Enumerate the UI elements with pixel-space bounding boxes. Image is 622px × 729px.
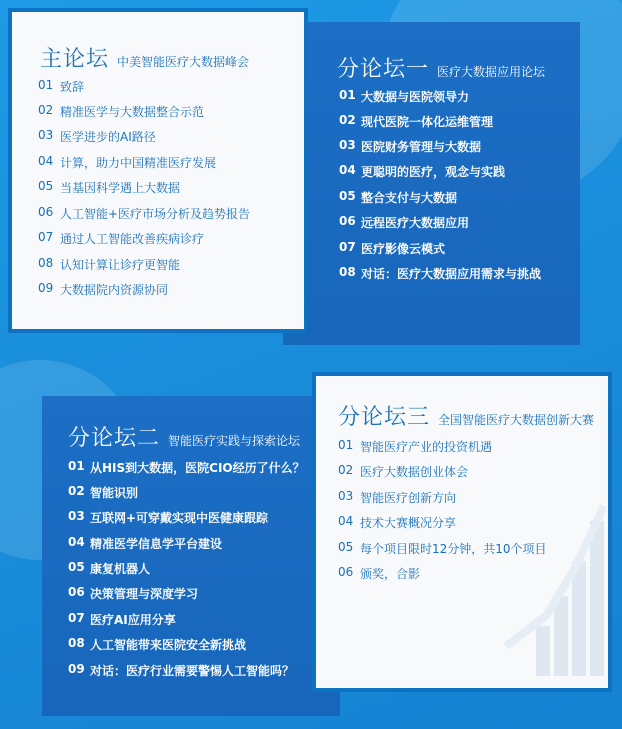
agenda-item: [68, 585, 198, 602]
sub-forum-2-agenda: [68, 459, 334, 679]
agenda-num: 04: [38, 154, 54, 168]
agenda-item: [339, 214, 469, 231]
agenda-text: 康复机器人: [90, 562, 151, 576]
agenda-text: 对话：医疗大数据应用需求与挑战: [361, 267, 542, 281]
agenda-text: 医疗影像云模式: [361, 242, 446, 256]
agenda-text: 决策管理与深度学习: [90, 587, 199, 601]
agenda-num: 04: [338, 514, 354, 528]
agenda-item: [339, 240, 445, 257]
sub-forum-2-panel: [42, 396, 340, 716]
agenda-text: 通过人工智能改善疾病诊疗: [60, 232, 205, 246]
agenda-num: 04: [68, 535, 85, 549]
agenda-num: 02: [338, 463, 354, 477]
agenda-num: 06: [338, 565, 354, 579]
agenda-num: 01: [38, 78, 54, 92]
agenda-num: 09: [68, 662, 85, 676]
main-forum-header: [40, 42, 249, 73]
growth-chart-decoration: [466, 476, 606, 676]
agenda-num: 08: [38, 256, 54, 270]
agenda-num: 09: [38, 281, 54, 295]
agenda-text: 智能医疗产业的投资机遇: [360, 440, 493, 454]
agenda-item: [338, 438, 492, 455]
agenda-text: 现代医院一体化运维管理: [361, 115, 494, 129]
agenda-item: [338, 565, 420, 582]
agenda-item: [338, 514, 456, 531]
agenda-num: 08: [339, 265, 356, 279]
agenda-num: 03: [68, 509, 85, 523]
agenda-num: 05: [68, 560, 85, 574]
sub-forum-1-panel: [307, 22, 580, 345]
agenda-num: 04: [339, 163, 356, 177]
main-forum-title: 主论坛: [40, 47, 110, 72]
agenda-text: 智能医疗创新方向: [360, 491, 457, 505]
agenda-text: 医学进步的AI路径: [60, 130, 156, 144]
agenda-item: [38, 281, 168, 298]
agenda-text: 精准医学信息学平台建设: [90, 537, 223, 551]
main-forum-subtitle: 中美智能医疗大数据峰会: [117, 55, 250, 69]
agenda-num: 03: [38, 128, 54, 142]
sub-forum-2-subtitle: 智能医疗实践与探索论坛: [168, 434, 301, 448]
agenda-item: [38, 256, 180, 273]
agenda-item: [38, 128, 156, 145]
agenda-item: [38, 179, 180, 196]
agenda-item: [339, 88, 469, 105]
agenda-text: 大数据院内资源协同: [60, 283, 169, 297]
agenda-num: 03: [338, 489, 354, 503]
agenda-item: [38, 230, 204, 247]
agenda-text: 致辞: [60, 80, 85, 94]
agenda-num: 02: [38, 103, 54, 117]
agenda-text: 智能识别: [90, 486, 139, 500]
agenda-num: 05: [38, 179, 54, 193]
agenda-num: 06: [68, 585, 85, 599]
agenda-item: [339, 163, 505, 180]
agenda-num: 01: [339, 88, 356, 102]
agenda-num: 01: [338, 438, 354, 452]
agenda-num: 05: [338, 540, 354, 554]
agenda-text: 医疗AI应用分享: [90, 613, 176, 627]
agenda-item: [68, 459, 305, 476]
agenda-num: 06: [339, 214, 356, 228]
agenda-num: 06: [38, 205, 54, 219]
agenda-num: 03: [339, 138, 356, 152]
agenda-text: 当基因科学遇上大数据: [60, 181, 181, 195]
agenda-text: 远程医疗大数据应用: [361, 216, 470, 230]
agenda-item: [38, 205, 250, 222]
sub-forum-1-subtitle: 医疗大数据应用论坛: [437, 65, 546, 79]
agenda-item: [38, 78, 84, 95]
agenda-item: [68, 509, 268, 526]
agenda-text: 从HIS到大数据，医院CIO经历了什么？: [90, 461, 305, 475]
sub-forum-3-title: 分论坛三: [338, 405, 431, 430]
agenda-item: [38, 103, 204, 120]
sub-forum-2-title: 分论坛二: [68, 426, 161, 451]
sub-forum-1-title: 分论坛一: [337, 57, 430, 82]
sub-forum-3-panel: [312, 372, 612, 692]
agenda-num: 02: [68, 484, 85, 498]
agenda-text: 对话：医疗行业需要警惕人工智能吗？: [90, 664, 295, 678]
agenda-text: 精准医学与大数据整合示范: [60, 105, 205, 119]
agenda-text: 人工智能+医疗市场分析及趋势报告: [60, 207, 251, 221]
main-forum-panel: [8, 8, 308, 333]
agenda-item: [339, 265, 541, 282]
sub-forum-3-header: [338, 400, 594, 431]
agenda-text: 整合支付与大数据: [361, 191, 458, 205]
main-forum-agenda: [38, 78, 298, 308]
agenda-text: 医疗大数据创业体会: [360, 465, 469, 479]
agenda-item: [68, 484, 138, 501]
agenda-num: 07: [68, 611, 85, 625]
agenda-text: 技术大赛概况分享: [360, 516, 457, 530]
agenda-item: [339, 189, 457, 206]
agenda-item: [68, 662, 294, 679]
agenda-item: [68, 560, 150, 577]
agenda-text: 每个项目限时12分钟，共10个项目: [360, 542, 547, 556]
agenda-item: [339, 138, 481, 155]
agenda-item: [338, 463, 468, 480]
agenda-num: 01: [68, 459, 85, 473]
agenda-text: 计算，助力中国精准医疗发展: [60, 156, 217, 170]
agenda-num: 07: [38, 230, 54, 244]
agenda-item: [68, 611, 176, 628]
agenda-text: 认知计算让诊疗更智能: [60, 258, 181, 272]
agenda-text: 医院财务管理与大数据: [361, 140, 482, 154]
agenda-item: [68, 535, 222, 552]
agenda-text: 更聪明的医疗，观念与实践: [361, 165, 506, 179]
agenda-text: 大数据与医院领导力: [361, 90, 470, 104]
sub-forum-2-header: [68, 421, 300, 452]
sub-forum-1-agenda: [339, 88, 575, 288]
agenda-num: 08: [68, 636, 85, 650]
agenda-text: 人工智能带来医院安全新挑战: [90, 638, 247, 652]
agenda-num: 02: [339, 113, 356, 127]
agenda-item: [38, 154, 216, 171]
agenda-text: 颁奖，合影: [360, 567, 421, 581]
sub-forum-1-header: [337, 52, 545, 83]
agenda-num: 05: [339, 189, 356, 203]
agenda-text: 互联网+可穿戴实现中医健康跟踪: [90, 511, 269, 525]
agenda-item: [68, 636, 246, 653]
agenda-num: 07: [339, 240, 356, 254]
sub-forum-3-subtitle: 全国智能医疗大数据创新大赛: [438, 413, 595, 427]
agenda-item: [338, 489, 456, 506]
agenda-item: [339, 113, 493, 130]
